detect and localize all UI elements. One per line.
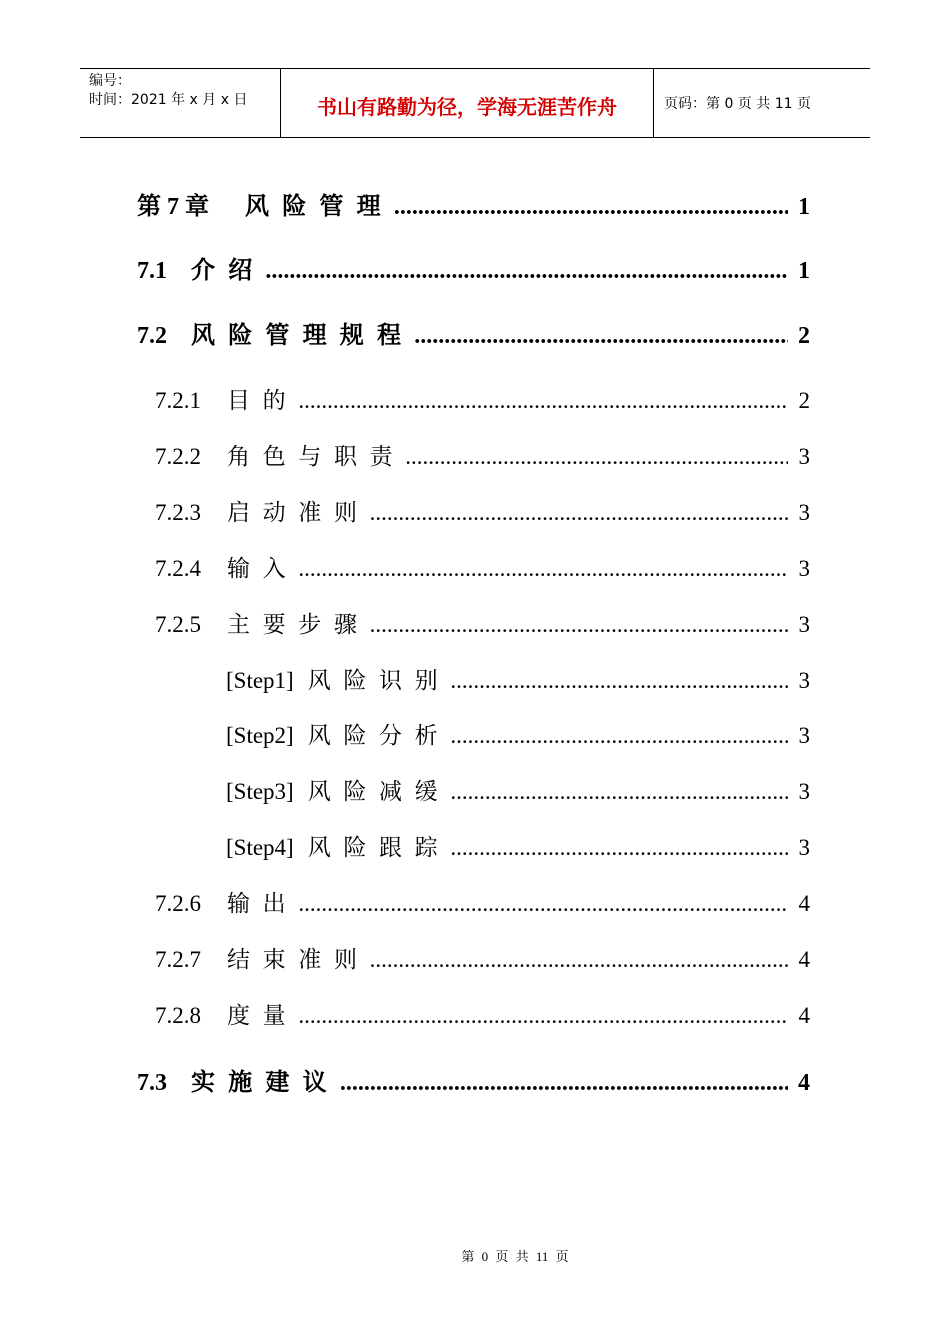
toc-page-number: 4 xyxy=(798,1070,810,1096)
toc-page-number: 3 xyxy=(798,779,810,804)
toc-title: 风险分析 xyxy=(307,723,451,748)
toc-leader-dots xyxy=(405,444,788,470)
toc-entry-7-2-7[interactable] xyxy=(155,941,810,974)
toc-leader-dots xyxy=(450,668,788,694)
toc-entry-step3[interactable] xyxy=(226,773,810,806)
toc-entry-step4[interactable] xyxy=(226,829,810,862)
toc-number: 7.2.8 xyxy=(155,1003,201,1028)
toc-leader-dots xyxy=(450,779,788,805)
toc-leader-dots xyxy=(298,556,788,582)
toc-number: [Step2] xyxy=(226,723,294,748)
header-meta-cell xyxy=(80,69,281,137)
toc-number: 7.3 xyxy=(137,1070,167,1096)
toc-leader-dots xyxy=(340,1070,788,1097)
toc-page-number: 1 xyxy=(798,194,810,220)
toc-title: 输出 xyxy=(227,891,299,916)
toc-entry-7-2-6[interactable] xyxy=(155,885,810,918)
toc-number: 7.2 xyxy=(137,323,167,349)
toc-entry-7-2-5[interactable] xyxy=(155,606,810,639)
toc-entry-7-2-4[interactable] xyxy=(155,550,810,583)
toc-entry-7-2-2[interactable] xyxy=(155,438,810,471)
toc-number: 7.2.1 xyxy=(155,388,201,413)
toc-number: [Step1] xyxy=(226,668,294,693)
toc-number: [Step3] xyxy=(226,779,294,804)
toc-entry-7-2-1[interactable] xyxy=(155,382,810,415)
toc-title: 角色与职责 xyxy=(227,444,406,469)
toc-entry-7-2-3[interactable] xyxy=(155,494,810,527)
toc-leader-dots xyxy=(370,500,788,526)
toc-page-number: 3 xyxy=(798,556,810,581)
toc-title: 风险管理规程 xyxy=(191,323,415,349)
toc-title: 风险管理 xyxy=(245,194,394,220)
toc-leader-dots xyxy=(298,388,788,414)
toc-title: 风险识别 xyxy=(307,668,451,693)
toc-page-number: 3 xyxy=(798,500,810,525)
toc-page-number: 2 xyxy=(798,323,810,349)
toc-leader-dots xyxy=(370,612,788,638)
toc-page-number: 3 xyxy=(798,723,810,748)
toc-page-number: 3 xyxy=(798,612,810,637)
toc-title: 风险跟踪 xyxy=(307,835,451,860)
toc-title: 介绍 xyxy=(191,258,266,284)
toc-title: 输入 xyxy=(227,556,299,581)
toc-title: 实施建议 xyxy=(191,1070,340,1096)
toc-page-number: 3 xyxy=(798,668,810,693)
toc-page-number: 4 xyxy=(798,1003,810,1028)
toc-title: 主要步骤 xyxy=(227,612,370,637)
toc-leader-dots xyxy=(370,947,788,973)
toc-entry-step1[interactable] xyxy=(226,662,810,695)
toc-title: 目的 xyxy=(227,388,299,413)
toc-title: 启动准则 xyxy=(227,500,370,525)
toc-entry-7-2-8[interactable] xyxy=(155,997,810,1030)
toc-number: 7.2.4 xyxy=(155,556,201,581)
toc-entry-chapter-7[interactable] xyxy=(137,186,810,221)
toc-number: 7.2.3 xyxy=(155,500,201,525)
toc-title: 度量 xyxy=(227,1003,299,1028)
toc-leader-dots xyxy=(265,258,788,285)
toc-leader-dots xyxy=(298,1003,788,1029)
toc-number: 7.2.7 xyxy=(155,947,201,972)
page-header xyxy=(80,68,870,138)
toc-title: 结束准则 xyxy=(227,947,370,972)
toc-page-number: 3 xyxy=(798,835,810,860)
toc-entry-step2[interactable] xyxy=(226,717,810,750)
toc-number: 7.1 xyxy=(137,258,167,284)
page-footer: 第 0 页 共 11 页 xyxy=(461,1249,569,1264)
toc-number: 7.2.2 xyxy=(155,444,201,469)
header-page-number: 页码：第 0 页 共 11 页 xyxy=(664,96,811,112)
document-date-label: 时间：2021 年 x 月 x 日 xyxy=(89,92,248,108)
toc-entry-7-1[interactable] xyxy=(137,250,810,285)
toc-page-number: 4 xyxy=(798,891,810,916)
toc-title: 风险减缓 xyxy=(307,779,451,804)
toc-number: [Step4] xyxy=(226,835,294,860)
toc-page-number: 2 xyxy=(798,388,810,413)
toc-page-number: 3 xyxy=(798,444,810,469)
toc-page-number: 1 xyxy=(798,258,810,284)
toc-number: 7.2.6 xyxy=(155,891,201,916)
toc-leader-dots xyxy=(394,194,788,221)
toc-number: 7.2.5 xyxy=(155,612,201,637)
toc-page-number: 4 xyxy=(798,947,810,972)
header-motto: 书山有路勤为径，学海无涯苦作舟 xyxy=(281,69,654,137)
toc-leader-dots xyxy=(298,891,788,917)
toc-entry-7-2[interactable] xyxy=(137,315,810,350)
toc-leader-dots xyxy=(450,835,788,861)
toc-leader-dots xyxy=(414,323,788,350)
toc-leader-dots xyxy=(450,723,788,749)
toc-number: 第 7 章 xyxy=(137,194,209,220)
document-number-label: 编号： xyxy=(89,73,131,89)
toc-entry-7-3[interactable] xyxy=(137,1062,810,1097)
